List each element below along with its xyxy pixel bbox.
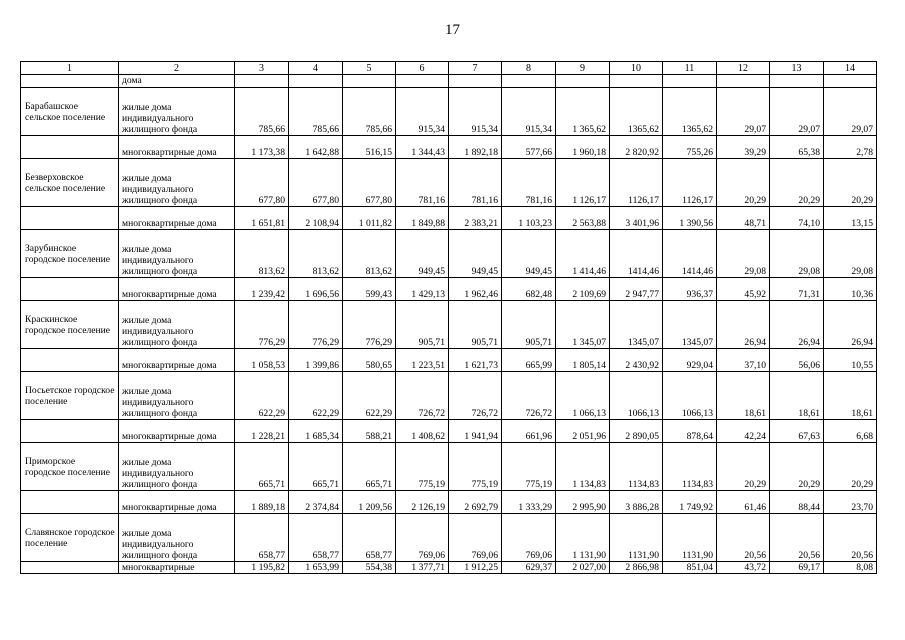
table-row <box>21 136 877 159</box>
value-cell: 2 820,92 <box>610 136 663 159</box>
column-header: 5 <box>343 62 396 75</box>
housing-type-label: жилые дома индивидуального жилищного фонда <box>119 443 235 491</box>
header-row <box>21 62 877 75</box>
value-cell: 1131,90 <box>610 514 663 562</box>
empty-cell <box>824 75 877 88</box>
value-cell: 785,66 <box>235 88 289 136</box>
empty-cell <box>717 75 770 88</box>
value-cell: 26,94 <box>717 301 770 349</box>
empty-cell <box>21 562 119 574</box>
value-cell: 2 692,79 <box>449 491 502 514</box>
housing-type-label: жилые дома индивидуального жилищного фонда <box>119 159 235 207</box>
value-cell: 20,29 <box>824 443 877 491</box>
value-cell: 1134,83 <box>610 443 663 491</box>
value-cell: 658,77 <box>235 514 289 562</box>
table-row <box>21 514 877 562</box>
page-number: 17 <box>445 22 460 38</box>
value-cell: 2 383,21 <box>449 207 502 230</box>
value-cell: 775,19 <box>502 443 556 491</box>
settlement-name: Краскинское городское поселение <box>21 301 119 349</box>
value-cell: 1126,17 <box>610 159 663 207</box>
housing-type-label: жилые дома индивидуального жилищного фонда <box>119 88 235 136</box>
value-cell: 1 131,90 <box>556 514 610 562</box>
value-cell: 2 374,84 <box>289 491 343 514</box>
value-cell: 577,66 <box>502 136 556 159</box>
value-cell: 1 223,51 <box>396 349 449 372</box>
value-cell: 20,29 <box>824 159 877 207</box>
table-row <box>21 372 877 420</box>
value-cell: 1 377,71 <box>396 562 449 574</box>
housing-type-label: многоквартирные дома <box>119 207 235 230</box>
column-header: 10 <box>610 62 663 75</box>
value-cell: 949,45 <box>502 230 556 278</box>
value-cell: 67,63 <box>770 420 824 443</box>
value-cell: 1 912,25 <box>449 562 502 574</box>
value-cell: 1066,13 <box>663 372 717 420</box>
value-cell: 1 408,62 <box>396 420 449 443</box>
value-cell: 29,08 <box>770 230 824 278</box>
value-cell: 26,94 <box>824 301 877 349</box>
value-cell: 29,07 <box>770 88 824 136</box>
value-cell: 1126,17 <box>663 159 717 207</box>
column-header: 6 <box>396 62 449 75</box>
column-header: 1 <box>21 62 119 75</box>
value-cell: 1 228,21 <box>235 420 289 443</box>
value-cell: 915,34 <box>449 88 502 136</box>
value-cell: 929,04 <box>663 349 717 372</box>
column-header: 13 <box>770 62 824 75</box>
column-header: 8 <box>502 62 556 75</box>
value-cell: 516,15 <box>343 136 396 159</box>
value-cell: 29,07 <box>824 88 877 136</box>
value-cell: 3 886,28 <box>610 491 663 514</box>
empty-cell <box>21 420 119 443</box>
value-cell: 1 209,56 <box>343 491 396 514</box>
value-cell: 1 414,46 <box>556 230 610 278</box>
housing-type-label: многоквартирные дома <box>119 349 235 372</box>
value-cell: 682,48 <box>502 278 556 301</box>
empty-cell <box>21 75 119 88</box>
housing-type-label: жилые дома индивидуального жилищного фонда <box>119 230 235 278</box>
value-cell: 905,71 <box>449 301 502 349</box>
value-cell: 2 051,96 <box>556 420 610 443</box>
value-cell: 1 066,13 <box>556 372 610 420</box>
value-cell: 1066,13 <box>610 372 663 420</box>
value-cell: 18,61 <box>824 372 877 420</box>
value-cell: 1 103,23 <box>502 207 556 230</box>
value-cell: 8,08 <box>824 562 877 574</box>
value-cell: 1365,62 <box>663 88 717 136</box>
empty-cell <box>235 75 289 88</box>
value-cell: 42,24 <box>717 420 770 443</box>
table-row <box>21 301 877 349</box>
empty-cell <box>289 75 343 88</box>
value-cell: 20,56 <box>770 514 824 562</box>
value-cell: 29,07 <box>717 88 770 136</box>
value-cell: 588,21 <box>343 420 396 443</box>
value-cell: 2 563,88 <box>556 207 610 230</box>
settlement-name: Посьетское городское поселение <box>21 372 119 420</box>
table-row <box>21 420 877 443</box>
empty-cell <box>556 75 610 88</box>
column-header: 7 <box>449 62 502 75</box>
housing-type-label: многоквартирные дома <box>119 278 235 301</box>
value-cell: 37,10 <box>717 349 770 372</box>
value-cell: 677,80 <box>289 159 343 207</box>
value-cell: 1414,46 <box>663 230 717 278</box>
table-body <box>21 62 877 574</box>
empty-cell <box>21 491 119 514</box>
value-cell: 10,36 <box>824 278 877 301</box>
value-cell: 39,29 <box>717 136 770 159</box>
housing-type-label: многоквартирные <box>119 562 235 574</box>
value-cell: 936,37 <box>663 278 717 301</box>
settlement-name: Славянское городское поселение <box>21 514 119 562</box>
value-cell: 1 429,13 <box>396 278 449 301</box>
value-cell: 658,77 <box>289 514 343 562</box>
table-row <box>21 278 877 301</box>
value-cell: 2 109,69 <box>556 278 610 301</box>
value-cell: 2 890,05 <box>610 420 663 443</box>
value-cell: 775,19 <box>396 443 449 491</box>
empty-cell <box>396 75 449 88</box>
table-row <box>21 207 877 230</box>
value-cell: 781,16 <box>396 159 449 207</box>
value-cell: 65,38 <box>770 136 824 159</box>
value-cell: 48,71 <box>717 207 770 230</box>
housing-type-label: жилые дома индивидуального жилищного фонда <box>119 301 235 349</box>
value-cell: 1 805,14 <box>556 349 610 372</box>
value-cell: 1 011,82 <box>343 207 396 230</box>
value-cell: 905,71 <box>396 301 449 349</box>
value-cell: 905,71 <box>502 301 556 349</box>
value-cell: 755,26 <box>663 136 717 159</box>
value-cell: 1 941,94 <box>449 420 502 443</box>
value-cell: 69,17 <box>770 562 824 574</box>
value-cell: 1 685,34 <box>289 420 343 443</box>
value-cell: 1 365,62 <box>556 88 610 136</box>
empty-cell <box>610 75 663 88</box>
empty-cell <box>21 207 119 230</box>
table-row <box>21 88 877 136</box>
value-cell: 18,61 <box>770 372 824 420</box>
empty-cell <box>21 136 119 159</box>
housing-type-label: многоквартирные дома <box>119 136 235 159</box>
value-cell: 769,06 <box>502 514 556 562</box>
value-cell: 629,37 <box>502 562 556 574</box>
value-cell: 13,15 <box>824 207 877 230</box>
value-cell: 599,43 <box>343 278 396 301</box>
value-cell: 10,55 <box>824 349 877 372</box>
value-cell: 29,08 <box>717 230 770 278</box>
value-cell: 665,71 <box>343 443 396 491</box>
value-cell: 71,31 <box>770 278 824 301</box>
settlement-name: Безверховское сельское поселение <box>21 159 119 207</box>
column-header: 9 <box>556 62 610 75</box>
value-cell: 1 642,88 <box>289 136 343 159</box>
value-cell: 1 390,56 <box>663 207 717 230</box>
empty-cell <box>21 278 119 301</box>
value-cell: 726,72 <box>502 372 556 420</box>
value-cell: 1 696,56 <box>289 278 343 301</box>
value-cell: 813,62 <box>289 230 343 278</box>
value-cell: 949,45 <box>396 230 449 278</box>
value-cell: 622,29 <box>343 372 396 420</box>
empty-cell <box>343 75 396 88</box>
value-cell: 1 126,17 <box>556 159 610 207</box>
tariff-table <box>20 61 877 574</box>
column-header: 2 <box>119 62 235 75</box>
value-cell: 1414,46 <box>610 230 663 278</box>
value-cell: 3 401,96 <box>610 207 663 230</box>
housing-type-label: жилые дома индивидуального жилищного фонда <box>119 514 235 562</box>
value-cell: 1 239,42 <box>235 278 289 301</box>
value-cell: 554,38 <box>343 562 396 574</box>
value-cell: 781,16 <box>449 159 502 207</box>
value-cell: 1 962,46 <box>449 278 502 301</box>
value-cell: 1 749,92 <box>663 491 717 514</box>
value-cell: 781,16 <box>502 159 556 207</box>
value-cell: 1 960,18 <box>556 136 610 159</box>
value-cell: 20,29 <box>717 443 770 491</box>
value-cell: 2 947,77 <box>610 278 663 301</box>
value-cell: 658,77 <box>343 514 396 562</box>
value-cell: 776,29 <box>343 301 396 349</box>
housing-type-label: многоквартирные дома <box>119 420 235 443</box>
value-cell: 1345,07 <box>610 301 663 349</box>
value-cell: 1 889,18 <box>235 491 289 514</box>
value-cell: 1 134,83 <box>556 443 610 491</box>
value-cell: 661,96 <box>502 420 556 443</box>
value-cell: 785,66 <box>343 88 396 136</box>
value-cell: 2 027,00 <box>556 562 610 574</box>
value-cell: 1 621,73 <box>449 349 502 372</box>
value-cell: 18,61 <box>717 372 770 420</box>
value-cell: 2 866,98 <box>610 562 663 574</box>
value-cell: 20,29 <box>770 159 824 207</box>
settlement-name: Барабашское сельское поселение <box>21 88 119 136</box>
continuation-row <box>21 75 877 88</box>
value-cell: 2 430,92 <box>610 349 663 372</box>
value-cell: 61,46 <box>717 491 770 514</box>
value-cell: 45,92 <box>717 278 770 301</box>
value-cell: 665,71 <box>235 443 289 491</box>
value-cell: 20,56 <box>717 514 770 562</box>
housing-type-label: дома <box>119 75 235 88</box>
value-cell: 677,80 <box>343 159 396 207</box>
housing-type-label: жилые дома индивидуального жилищного фонда <box>119 372 235 420</box>
table-row <box>21 562 877 574</box>
value-cell: 2,78 <box>824 136 877 159</box>
value-cell: 2 126,19 <box>396 491 449 514</box>
value-cell: 1365,62 <box>610 88 663 136</box>
value-cell: 6,68 <box>824 420 877 443</box>
value-cell: 1 651,81 <box>235 207 289 230</box>
value-cell: 915,34 <box>502 88 556 136</box>
value-cell: 785,66 <box>289 88 343 136</box>
value-cell: 622,29 <box>289 372 343 420</box>
value-cell: 2 108,94 <box>289 207 343 230</box>
value-cell: 56,06 <box>770 349 824 372</box>
value-cell: 1345,07 <box>663 301 717 349</box>
value-cell: 665,71 <box>289 443 343 491</box>
value-cell: 2 995,90 <box>556 491 610 514</box>
value-cell: 1131,90 <box>663 514 717 562</box>
empty-cell <box>663 75 717 88</box>
value-cell: 20,29 <box>717 159 770 207</box>
value-cell: 1 399,86 <box>289 349 343 372</box>
value-cell: 1 892,18 <box>449 136 502 159</box>
value-cell: 813,62 <box>343 230 396 278</box>
value-cell: 26,94 <box>770 301 824 349</box>
settlement-name: Приморское городское поселение <box>21 443 119 491</box>
value-cell: 1 345,07 <box>556 301 610 349</box>
column-header: 11 <box>663 62 717 75</box>
value-cell: 29,08 <box>824 230 877 278</box>
value-cell: 769,06 <box>396 514 449 562</box>
value-cell: 1 195,82 <box>235 562 289 574</box>
value-cell: 878,64 <box>663 420 717 443</box>
value-cell: 20,56 <box>824 514 877 562</box>
value-cell: 1 333,29 <box>502 491 556 514</box>
column-header: 4 <box>289 62 343 75</box>
empty-cell <box>502 75 556 88</box>
value-cell: 622,29 <box>235 372 289 420</box>
value-cell: 580,65 <box>343 349 396 372</box>
empty-cell <box>21 349 119 372</box>
value-cell: 1134,83 <box>663 443 717 491</box>
table-row <box>21 230 877 278</box>
value-cell: 1 344,43 <box>396 136 449 159</box>
value-cell: 677,80 <box>235 159 289 207</box>
value-cell: 23,70 <box>824 491 877 514</box>
value-cell: 88,44 <box>770 491 824 514</box>
value-cell: 1 849,88 <box>396 207 449 230</box>
value-cell: 851,04 <box>663 562 717 574</box>
value-cell: 775,19 <box>449 443 502 491</box>
empty-cell <box>770 75 824 88</box>
settlement-name: Зарубинское городское поселение <box>21 230 119 278</box>
column-header: 14 <box>824 62 877 75</box>
value-cell: 1 058,53 <box>235 349 289 372</box>
value-cell: 1 173,38 <box>235 136 289 159</box>
value-cell: 1 653,99 <box>289 562 343 574</box>
value-cell: 813,62 <box>235 230 289 278</box>
table-row <box>21 443 877 491</box>
column-header: 12 <box>717 62 770 75</box>
empty-cell <box>449 75 502 88</box>
value-cell: 726,72 <box>396 372 449 420</box>
value-cell: 665,99 <box>502 349 556 372</box>
value-cell: 915,34 <box>396 88 449 136</box>
value-cell: 726,72 <box>449 372 502 420</box>
housing-type-label: многоквартирные дома <box>119 491 235 514</box>
table-row <box>21 159 877 207</box>
value-cell: 949,45 <box>449 230 502 278</box>
value-cell: 74,10 <box>770 207 824 230</box>
table-row <box>21 349 877 372</box>
table-row <box>21 491 877 514</box>
value-cell: 20,29 <box>770 443 824 491</box>
column-header: 3 <box>235 62 289 75</box>
value-cell: 769,06 <box>449 514 502 562</box>
value-cell: 776,29 <box>289 301 343 349</box>
value-cell: 43,72 <box>717 562 770 574</box>
value-cell: 776,29 <box>235 301 289 349</box>
